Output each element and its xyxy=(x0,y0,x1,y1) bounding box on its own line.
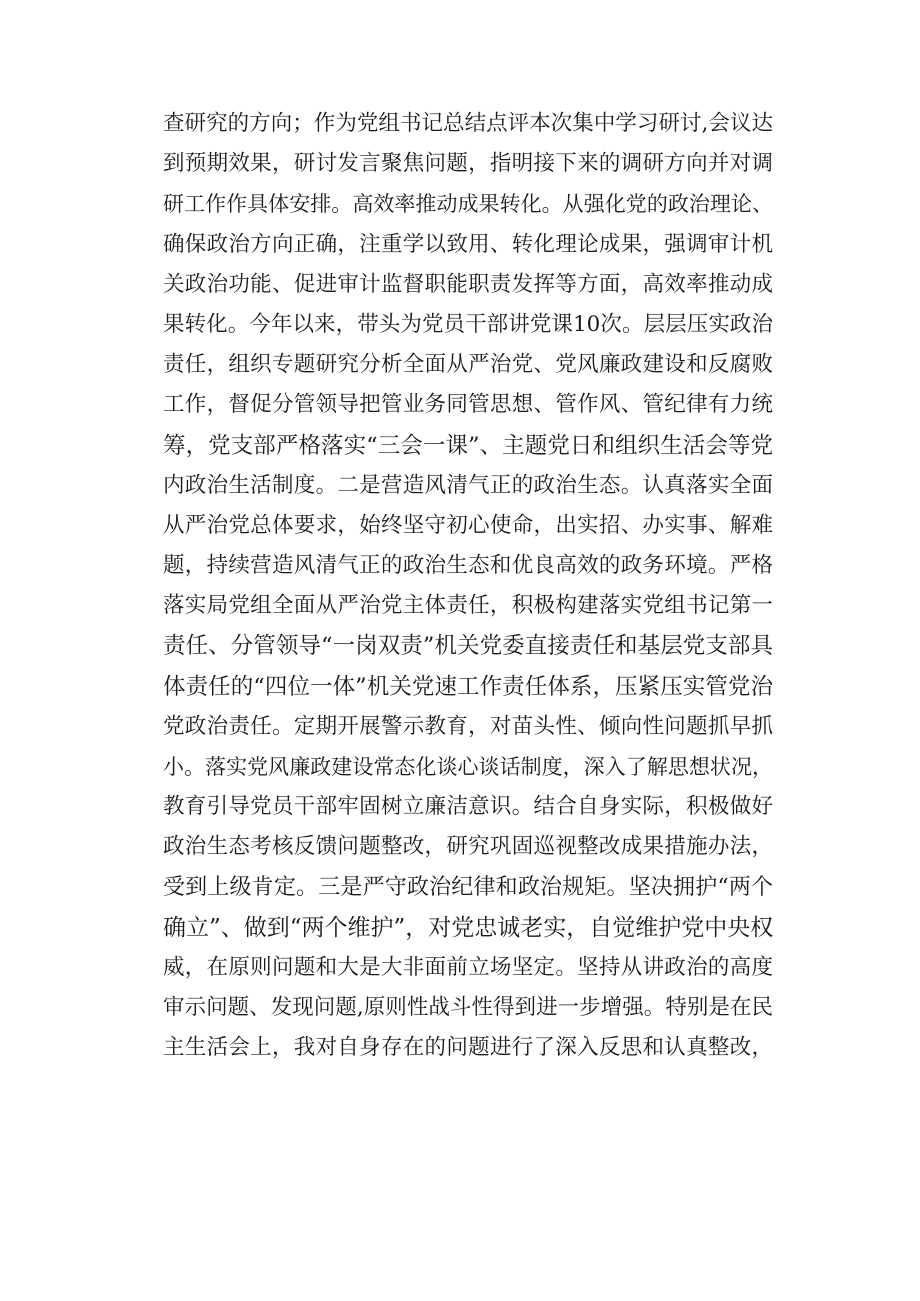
text-line: 确立”、做到“两个维护”，对党忠诚老实，自觉维护党中央权 xyxy=(163,914,774,941)
text-line: 体责任的“四位一体”机关党速工作责任体系，压紧压实管党治 xyxy=(163,673,773,700)
text-line: 题，持续营造风清气正的政治生态和优良高效的政务环境。严格 xyxy=(163,553,773,579)
text-line: 教育引导党员干部牢固树立廉洁意识。结合自身实际，积极做好 xyxy=(163,794,773,820)
text-line: 党政治责任。定期开展警示教育，对苗头性、倾向性问题抓早抓 xyxy=(163,713,773,739)
text-line: 筹，党支部严格落实“三会一课”、主题党日和组织生活会等党 xyxy=(163,432,773,459)
body-paragraph xyxy=(163,104,773,1069)
text-line: 落实局党组全面从严治党主体责任，积极构建落实党组书记第一 xyxy=(163,593,773,619)
text-line: 责任、分管领导“一岗双责”机关党委直接责任和基层党支部具 xyxy=(163,633,773,660)
text-line: 受到上级肯定。三是严守政治纪律和政治规矩。坚决拥护“两个 xyxy=(163,874,773,900)
text-line: 关政治功能、促进审计监督职能职责发挥等方面，高效率推动成 xyxy=(163,271,773,297)
text-line: 果转化。今年以来，带头为党员干部讲党课10次。层层压实政治 xyxy=(163,311,773,337)
text-line: 到预期效果，研讨发言聚焦问题，指明接下来的调研方向并对调 xyxy=(163,151,773,177)
text-line: 研工作作具体安排。高效率推动成果转化。从强化党的政治理论、 xyxy=(163,192,773,217)
text-line: 内政治生活制度。二是营造风清气正的政治生态。认真落实全面 xyxy=(163,472,773,498)
text-line: 威，在原则问题和大是大非面前立场坚定。坚持从讲政治的高度 xyxy=(163,954,773,980)
text-line: 确保政治方向正确，注重学以致用、转化理论成果，强调审计机 xyxy=(163,231,773,257)
text-line: 责任，组织专题研究分析全面从严治党、党风廉政建设和反腐败 xyxy=(163,352,773,378)
text-line: 政治生态考核反馈问题整改，研究巩固巡视整改成果措施办法， xyxy=(163,834,773,860)
text-line: 主生活会上，我对自身存在的问题进行了深入反思和认真整改， xyxy=(163,1035,773,1061)
text-line: 小。落实党风廉政建设常态化谈心谈话制度，深入了解思想状况， xyxy=(163,755,773,779)
text-line: 工作，督促分管领导把管业务同管思想、管作风、管纪律有力统 xyxy=(163,392,773,418)
text-line: 审示问题、发现问题,原则性战斗性得到进一步增强。特别是在民 xyxy=(163,995,773,1021)
text-line: 从严治党总体要求，始终坚守初心使命，出实招、办实事、解难 xyxy=(163,512,773,538)
text-line: 查研究的方向；作为党组书记总结点评本次集中学习研讨,会议达 xyxy=(163,111,773,136)
